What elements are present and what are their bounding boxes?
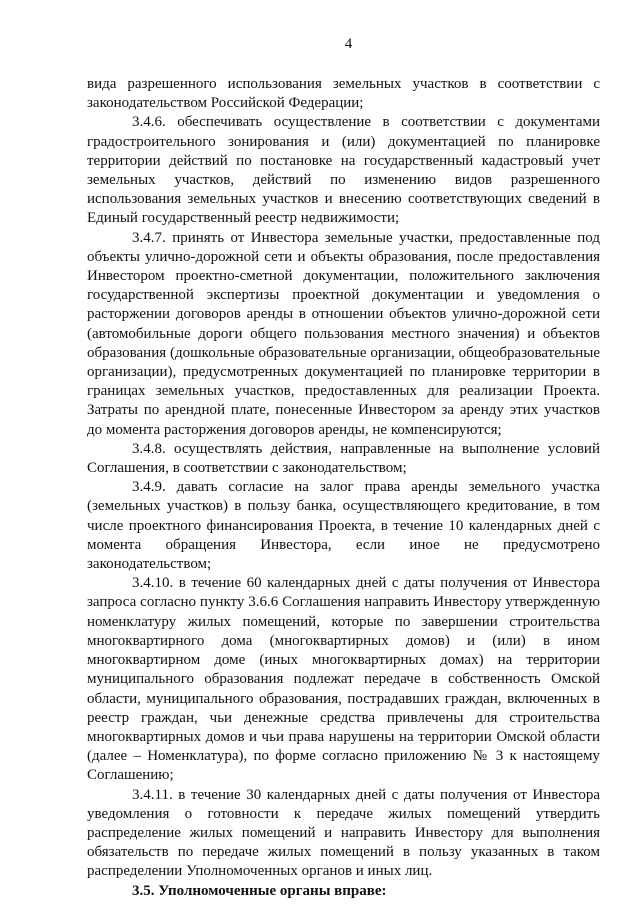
section-heading-3-5: 3.5. Уполномоченные органы вправе: <box>132 882 387 899</box>
paragraph-continuation: вида разрешенного использования земельных участков в соответствии с законодательством Российской Федерации; <box>87 76 600 112</box>
page-number: 4 <box>344 36 353 52</box>
paragraph-3-4-9: 3.4.9. давать согласие на залог права аренды земельного участка (земельных участков) в пользу банка, осуществляющего кредитование, в том числе проектного финансирования Проекта, в течение 10 календарных дней с момента обращения Инвестора, если иное не предусмотрено законодательством; <box>87 479 600 573</box>
paragraph-3-4-7: 3.4.7. принять от Инвестора земельные участки, предоставленные под объекты улично-дорожной сети и объекты образования, после предоставления Инвестором проектно-сметной документации, положительного заключения государственной экспертизы проектной документации и уведомления о расторжении договоров аренды в отношении объектов улично-дорожной сети (автомобильные дороги общего пользования местного значения) и объектов образования (дошкольные образовательные организации, общеобразовательные организации), предусмотренных документацией по планировке территории в границах земельных участков, предоставленных для реализации Проекта. Затраты по арендной плате, понесенные Инвестором за аренду этих участков до момента расторжения договоров аренды, не компенсируются; <box>87 229 600 438</box>
paragraph-3-4-10: 3.4.10. в течение 60 календарных дней с даты получения от Инвестора запроса согласно пункту 3.6.6 Соглашения направить Инвестору утвержденную номенклатуру жилых помещений, которые по завершении строительства многоквартирного дома (многоквартирных домов) и (или) в ином многоквартирном доме (иных многоквартирных домах) на территории муниципального образования подлежат передаче в собственность Омской области, муниципального образования, пострадавших граждан, включенных в реестр граждан, чьи денежные средства привлечены для строительства многоквартирных домов и чьи права нарушены на территории Омской области (далее – Номенклатура), по форме согласно приложению № 3 к настоящему Соглашению; <box>87 575 600 784</box>
paragraph-3-4-11: 3.4.11. в течение 30 календарных дней с даты получения от Инвестора уведомления о готовности к передаче жилых помещений утвердить распределение жилых помещений и направить Инвестору для выполнения обязательств по передаче жилых помещений в пользу указанных в таком распределении Уполномоченных органов и иных лиц. <box>87 786 600 880</box>
paragraph-3-4-6: 3.4.6. обеспечивать осуществление в соответствии с документами градостроительного зонирования и (или) документацией по планировке территории действий по постановке на государственный кадастровый учет земельных участков, действий по изменению видов разрешенного использования земельных участков и внесению соответствующих сведений в Единый государственный реестр недвижимости; <box>87 114 600 227</box>
paragraph-3-4-8: 3.4.8. осуществлять действия, направленные на выполнение условий Соглашения, в соответствии с законодательством; <box>87 440 600 477</box>
